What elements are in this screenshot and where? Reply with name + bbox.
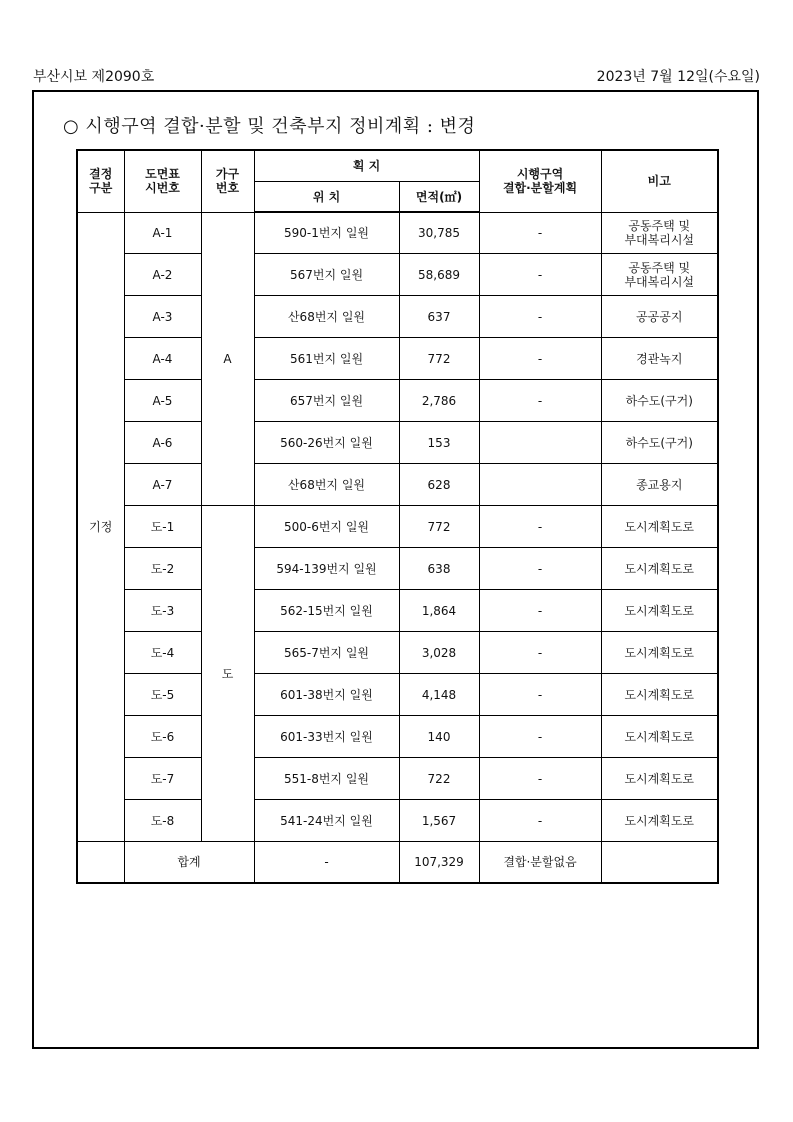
row-plan: - — [479, 380, 601, 422]
header-area: 면적(㎡) — [399, 182, 479, 213]
row-no: A-1 — [124, 212, 201, 254]
row-area: 722 — [399, 758, 479, 800]
row-no: A-3 — [124, 296, 201, 338]
row-plan: - — [479, 254, 601, 296]
row-no: 도-6 — [124, 716, 201, 758]
header-location: 위 치 — [254, 182, 399, 213]
section-title: ○ 시행구역 결합·분할 및 건축부지 정비계획 : 변경 — [63, 116, 476, 137]
total-blank-cell — [77, 842, 124, 884]
total-plan: 결합·분할없음 — [479, 842, 601, 884]
row-location: 567번지 일원 — [254, 254, 399, 296]
row-no: 도-2 — [124, 548, 201, 590]
decision-cell: 기정 — [77, 212, 124, 842]
header-block-no: 가구 번호 — [201, 150, 254, 212]
row-plan — [479, 464, 601, 506]
row-area: 3,028 — [399, 632, 479, 674]
row-location: 594-139번지 일원 — [254, 548, 399, 590]
publication-date: 2023년 7월 12일(수요일) — [596, 69, 760, 85]
row-plan: - — [479, 338, 601, 380]
row-location: 541-24번지 일원 — [254, 800, 399, 842]
block-a-cell: A — [201, 212, 254, 506]
row-plan — [479, 422, 601, 464]
row-area: 58,689 — [399, 254, 479, 296]
row-note: 도시계획도로 — [601, 632, 718, 674]
row-no: 도-3 — [124, 590, 201, 632]
row-location: 657번지 일원 — [254, 380, 399, 422]
row-plan: - — [479, 716, 601, 758]
row-no: 도-8 — [124, 800, 201, 842]
total-note — [601, 842, 718, 884]
row-location: 590-1번지 일원 — [254, 212, 399, 254]
row-no: 도-7 — [124, 758, 201, 800]
row-plan: - — [479, 296, 601, 338]
row-note: 도시계획도로 — [601, 716, 718, 758]
row-location: 산68번지 일원 — [254, 464, 399, 506]
row-note: 도시계획도로 — [601, 674, 718, 716]
header-lot: 획 지 — [254, 150, 479, 182]
row-location: 601-38번지 일원 — [254, 674, 399, 716]
header-plan: 시행구역 결합·분할계획 — [479, 150, 601, 212]
row-area: 1,567 — [399, 800, 479, 842]
row-area: 638 — [399, 548, 479, 590]
row-plan: - — [479, 590, 601, 632]
row-plan: - — [479, 506, 601, 548]
row-area: 153 — [399, 422, 479, 464]
row-no: 도-5 — [124, 674, 201, 716]
row-no: 도-1 — [124, 506, 201, 548]
row-note: 도시계획도로 — [601, 758, 718, 800]
row-no: A-4 — [124, 338, 201, 380]
row-plan: - — [479, 548, 601, 590]
row-location: 561번지 일원 — [254, 338, 399, 380]
row-note: 하수도(구거) — [601, 422, 718, 464]
row-plan: - — [479, 212, 601, 254]
row-plan: - — [479, 632, 601, 674]
row-note: 하수도(구거) — [601, 380, 718, 422]
row-area: 772 — [399, 506, 479, 548]
row-no: A-5 — [124, 380, 201, 422]
row-note: 도시계획도로 — [601, 506, 718, 548]
row-location: 562-15번지 일원 — [254, 590, 399, 632]
row-area: 2,786 — [399, 380, 479, 422]
total-label: 합계 — [124, 842, 254, 884]
header-note: 비고 — [601, 150, 718, 212]
row-note: 도시계획도로 — [601, 800, 718, 842]
row-no: A-2 — [124, 254, 201, 296]
row-note: 공동주택 및 부대복리시설 — [601, 212, 718, 254]
row-plan: - — [479, 674, 601, 716]
row-note: 공공공지 — [601, 296, 718, 338]
block-do-cell: 도 — [201, 506, 254, 842]
row-no: A-6 — [124, 422, 201, 464]
row-area: 4,148 — [399, 674, 479, 716]
row-location: 500-6번지 일원 — [254, 506, 399, 548]
header-map-no: 도면표 시번호 — [124, 150, 201, 212]
row-note: 공동주택 및 부대복리시설 — [601, 254, 718, 296]
row-note: 도시계획도로 — [601, 590, 718, 632]
row-no: 도-4 — [124, 632, 201, 674]
row-area: 637 — [399, 296, 479, 338]
header-decision: 결정 구분 — [77, 150, 124, 212]
row-plan: - — [479, 758, 601, 800]
row-location: 551-8번지 일원 — [254, 758, 399, 800]
row-note: 경관녹지 — [601, 338, 718, 380]
total-area: 107,329 — [399, 842, 479, 884]
row-no: A-7 — [124, 464, 201, 506]
row-note: 종교용지 — [601, 464, 718, 506]
total-location: - — [254, 842, 399, 884]
publication-label: 부산시보 제2090호 — [33, 69, 155, 85]
row-location: 산68번지 일원 — [254, 296, 399, 338]
row-location: 601-33번지 일원 — [254, 716, 399, 758]
row-location: 565-7번지 일원 — [254, 632, 399, 674]
row-area: 628 — [399, 464, 479, 506]
row-note: 도시계획도로 — [601, 548, 718, 590]
row-area: 1,864 — [399, 590, 479, 632]
row-area: 30,785 — [399, 212, 479, 254]
row-plan: - — [479, 800, 601, 842]
lot-plan-table — [76, 149, 719, 884]
row-location: 560-26번지 일원 — [254, 422, 399, 464]
row-area: 772 — [399, 338, 479, 380]
row-area: 140 — [399, 716, 479, 758]
